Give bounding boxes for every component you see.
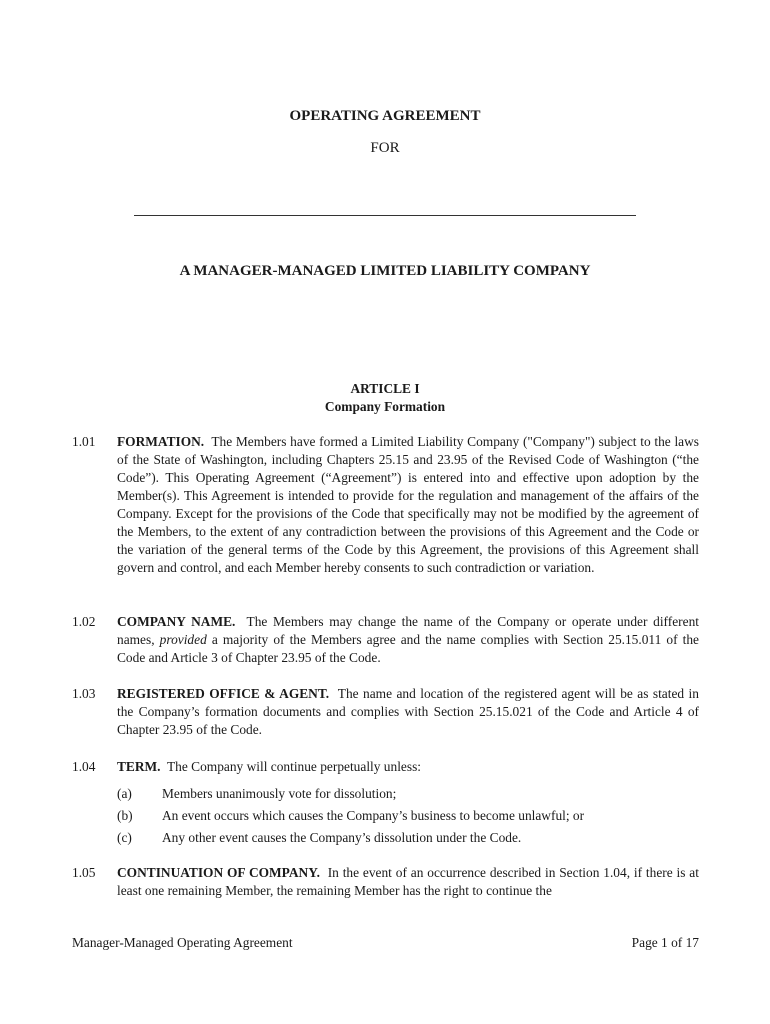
company-name-blank-line xyxy=(134,215,636,216)
section-body xyxy=(117,613,699,667)
section-number: 1.01 xyxy=(72,434,96,449)
article-name: Company Formation xyxy=(324,399,446,414)
section-body xyxy=(117,758,699,776)
section-number: 1.05 xyxy=(72,865,96,880)
list-item-label: (b) xyxy=(117,808,133,823)
section-number: 1.03 xyxy=(72,686,96,701)
section-heading: CONTINUATION OF COMPANY. xyxy=(117,865,320,880)
list-item-text: Any other event causes the Company’s dissolution under the Code. xyxy=(162,830,522,845)
list-item-text: Members unanimously vote for dissolution; xyxy=(162,786,397,801)
section-text: The Members may change the name of the Company or operate under different names, xyxy=(117,614,699,647)
section-text: The Members have formed a Limited Liability Company ("Company") subject to the laws of the State of Washington, including Chapters 25.15 and 23.95 of the Revised Code of Washington (“the Code”). This Operating Agreement (“Agreement”) is entered into and effective upon adoption by the Member(s). This Agreement is intended to provide for the regulation and management of the affairs of the Company. Except for the provisions of the Code that specifically may not be modified by the agreement of the Members, to the extent of any contradiction between the provisions of this Agreement and the Code or the variation of the general terms of the Code by this Agreement, the provisions of this Agreement shall govern and control, and each Member hereby consents to such contradiction or variation. xyxy=(117,434,699,575)
list-item-label: (a) xyxy=(117,786,132,801)
article-number: ARTICLE I xyxy=(350,381,420,396)
section-heading: TERM. xyxy=(117,759,161,774)
section-text: The name and location of the registered agent will be as stated in the Company’s formation documents and complies with Section 25.15.021 of the Code and Article 4 of Chapter 23.95 of the Code. xyxy=(117,686,699,737)
section-text: In the event of an occurrence described in Section 1.04, if there is at least one remaining Member, the remaining Member has the right to continue the xyxy=(117,865,699,898)
list-item-text: An event occurs which causes the Company’s business to become unlawful; or xyxy=(162,808,585,823)
section-text-italic: provided xyxy=(159,632,207,647)
for-label: FOR xyxy=(370,140,400,156)
section-heading: FORMATION. xyxy=(117,434,205,449)
section-heading: COMPANY NAME. xyxy=(117,614,236,629)
list-item-label: (c) xyxy=(117,830,132,845)
footer-document-name: Manager-Managed Operating Agreement xyxy=(72,935,293,950)
section-text: a majority of the Members agree and the name complies with Section 25.15.011 of the Code and Article 3 of Chapter 23.95 of the Code. xyxy=(117,632,699,665)
section-body xyxy=(117,433,699,577)
section-number: 1.04 xyxy=(72,759,96,774)
section-text: The Company will continue perpetually unless: xyxy=(167,759,421,774)
company-type-heading: A MANAGER-MANAGED LIMITED LIABILITY COMPANY xyxy=(179,263,591,279)
document-title: OPERATING AGREEMENT xyxy=(289,108,481,124)
section-body xyxy=(117,685,699,739)
section-body xyxy=(117,864,699,900)
section-number: 1.02 xyxy=(72,614,96,629)
footer-page-number: Page 1 of 17 xyxy=(631,935,699,950)
section-heading: REGISTERED OFFICE & AGENT. xyxy=(117,686,330,701)
